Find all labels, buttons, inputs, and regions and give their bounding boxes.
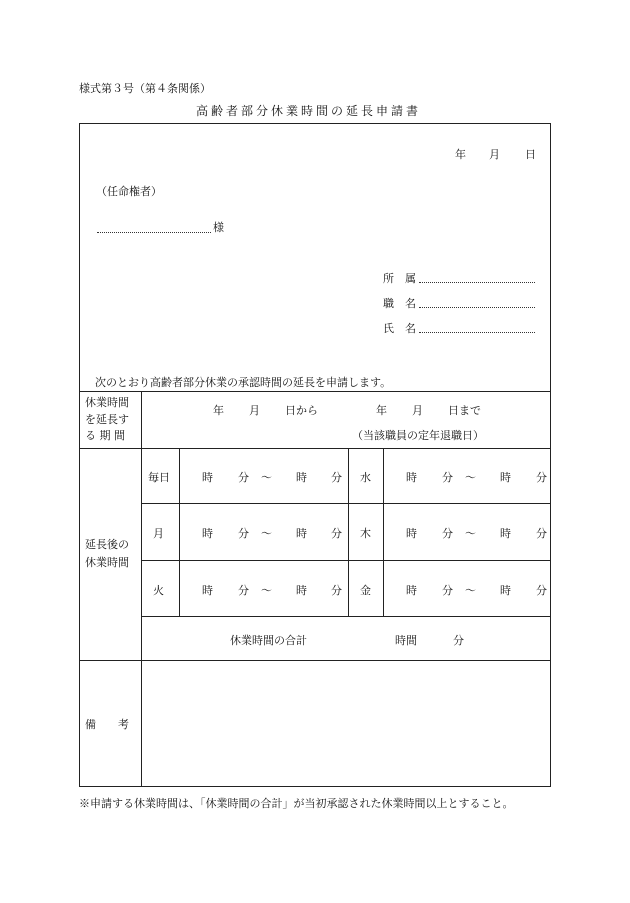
footnote: ※申請する休業時間は、「休業時間の合計」が当初承認された休業時間以上とすること。 bbox=[79, 797, 514, 810]
day-column-divider bbox=[348, 448, 349, 616]
end-hour-unit: 時 bbox=[296, 471, 307, 484]
affiliation-field[interactable] bbox=[419, 282, 535, 283]
tilde: ～ bbox=[261, 471, 272, 484]
addressee-line[interactable] bbox=[97, 232, 211, 233]
end-hour-unit: 時 bbox=[500, 471, 511, 484]
end-hour-unit: 時 bbox=[500, 527, 511, 540]
hours-row-divider bbox=[141, 503, 551, 504]
end-minute-unit: 分 bbox=[536, 527, 547, 540]
start-minute-unit: 分 bbox=[238, 527, 249, 540]
total-label: 休業時間の合計 bbox=[230, 634, 307, 647]
end-minute-unit: 分 bbox=[331, 471, 342, 484]
end-minute-unit: 分 bbox=[536, 471, 547, 484]
retirement-note: （当該職員の定年退職日） bbox=[352, 429, 484, 442]
start-hour-unit: 時 bbox=[202, 471, 213, 484]
tilde: ～ bbox=[261, 584, 272, 597]
start-minute-unit: 分 bbox=[238, 584, 249, 597]
total-hours-unit: 時間 bbox=[395, 634, 417, 647]
from-month: 月 bbox=[249, 404, 260, 417]
start-hour-unit: 時 bbox=[406, 584, 417, 597]
from-year: 年 bbox=[213, 404, 224, 417]
day-label: 木 bbox=[360, 527, 371, 540]
form-number: 様式第３号（第４条関係） bbox=[79, 82, 211, 95]
period-label bbox=[85, 395, 129, 445]
hours-label bbox=[85, 536, 129, 572]
end-hour-unit: 時 bbox=[296, 584, 307, 597]
hours-label-line: 延長後の bbox=[85, 538, 129, 551]
start-hour-unit: 時 bbox=[406, 527, 417, 540]
start-minute-unit: 分 bbox=[442, 584, 453, 597]
start-minute-unit: 分 bbox=[238, 471, 249, 484]
day-column-divider bbox=[179, 448, 180, 616]
tilde: ～ bbox=[261, 527, 272, 540]
date-month: 月 bbox=[489, 148, 500, 161]
day-label: 月 bbox=[153, 527, 164, 540]
tilde: ～ bbox=[465, 471, 476, 484]
remarks-label: 備 考 bbox=[85, 718, 129, 731]
end-hour-unit: 時 bbox=[296, 527, 307, 540]
affiliation-label: 所 属 bbox=[383, 272, 416, 285]
period-label-line: 休業時間 bbox=[85, 396, 129, 409]
to-month: 月 bbox=[412, 404, 423, 417]
remarks-field[interactable] bbox=[142, 661, 550, 786]
end-minute-unit: 分 bbox=[331, 584, 342, 597]
to-day: 日まで bbox=[448, 404, 481, 417]
period-label-line: を延長す bbox=[85, 412, 129, 426]
table-top-border bbox=[79, 391, 551, 392]
period-bottom-border bbox=[79, 448, 551, 449]
start-hour-unit: 時 bbox=[406, 471, 417, 484]
total-minutes-unit: 分 bbox=[453, 634, 464, 647]
period-label-line: る 期 間 bbox=[85, 429, 125, 442]
tilde: ～ bbox=[465, 527, 476, 540]
end-minute-unit: 分 bbox=[536, 584, 547, 597]
start-hour-unit: 時 bbox=[202, 527, 213, 540]
day-label: 火 bbox=[153, 584, 164, 597]
application-statement: 次のとおり高齢者部分休業の承認時間の延長を申請します。 bbox=[95, 376, 392, 389]
start-hour-unit: 時 bbox=[202, 584, 213, 597]
hours-row-divider bbox=[141, 616, 551, 617]
start-minute-unit: 分 bbox=[442, 471, 453, 484]
to-year: 年 bbox=[376, 404, 387, 417]
name-label: 氏 名 bbox=[383, 322, 416, 335]
from-day: 日から bbox=[285, 404, 318, 417]
appointing-authority: （任命権者） bbox=[96, 185, 162, 198]
day-label: 毎日 bbox=[148, 471, 170, 484]
position-field[interactable] bbox=[419, 307, 535, 308]
end-minute-unit: 分 bbox=[331, 527, 342, 540]
position-label: 職 名 bbox=[383, 297, 416, 310]
day-label: 金 bbox=[360, 584, 371, 597]
tilde: ～ bbox=[465, 584, 476, 597]
day-column-divider bbox=[383, 448, 384, 616]
name-field[interactable] bbox=[419, 332, 535, 333]
start-minute-unit: 分 bbox=[442, 527, 453, 540]
honorific: 様 bbox=[213, 221, 224, 234]
date-year: 年 bbox=[455, 148, 466, 161]
date-day: 日 bbox=[525, 148, 536, 161]
day-label: 水 bbox=[360, 471, 371, 484]
form-title: 高齢者部分休業時間の延長申請書 bbox=[196, 104, 422, 118]
end-hour-unit: 時 bbox=[500, 584, 511, 597]
hours-label-line: 休業時間 bbox=[85, 556, 129, 569]
hours-row-divider bbox=[141, 560, 551, 561]
